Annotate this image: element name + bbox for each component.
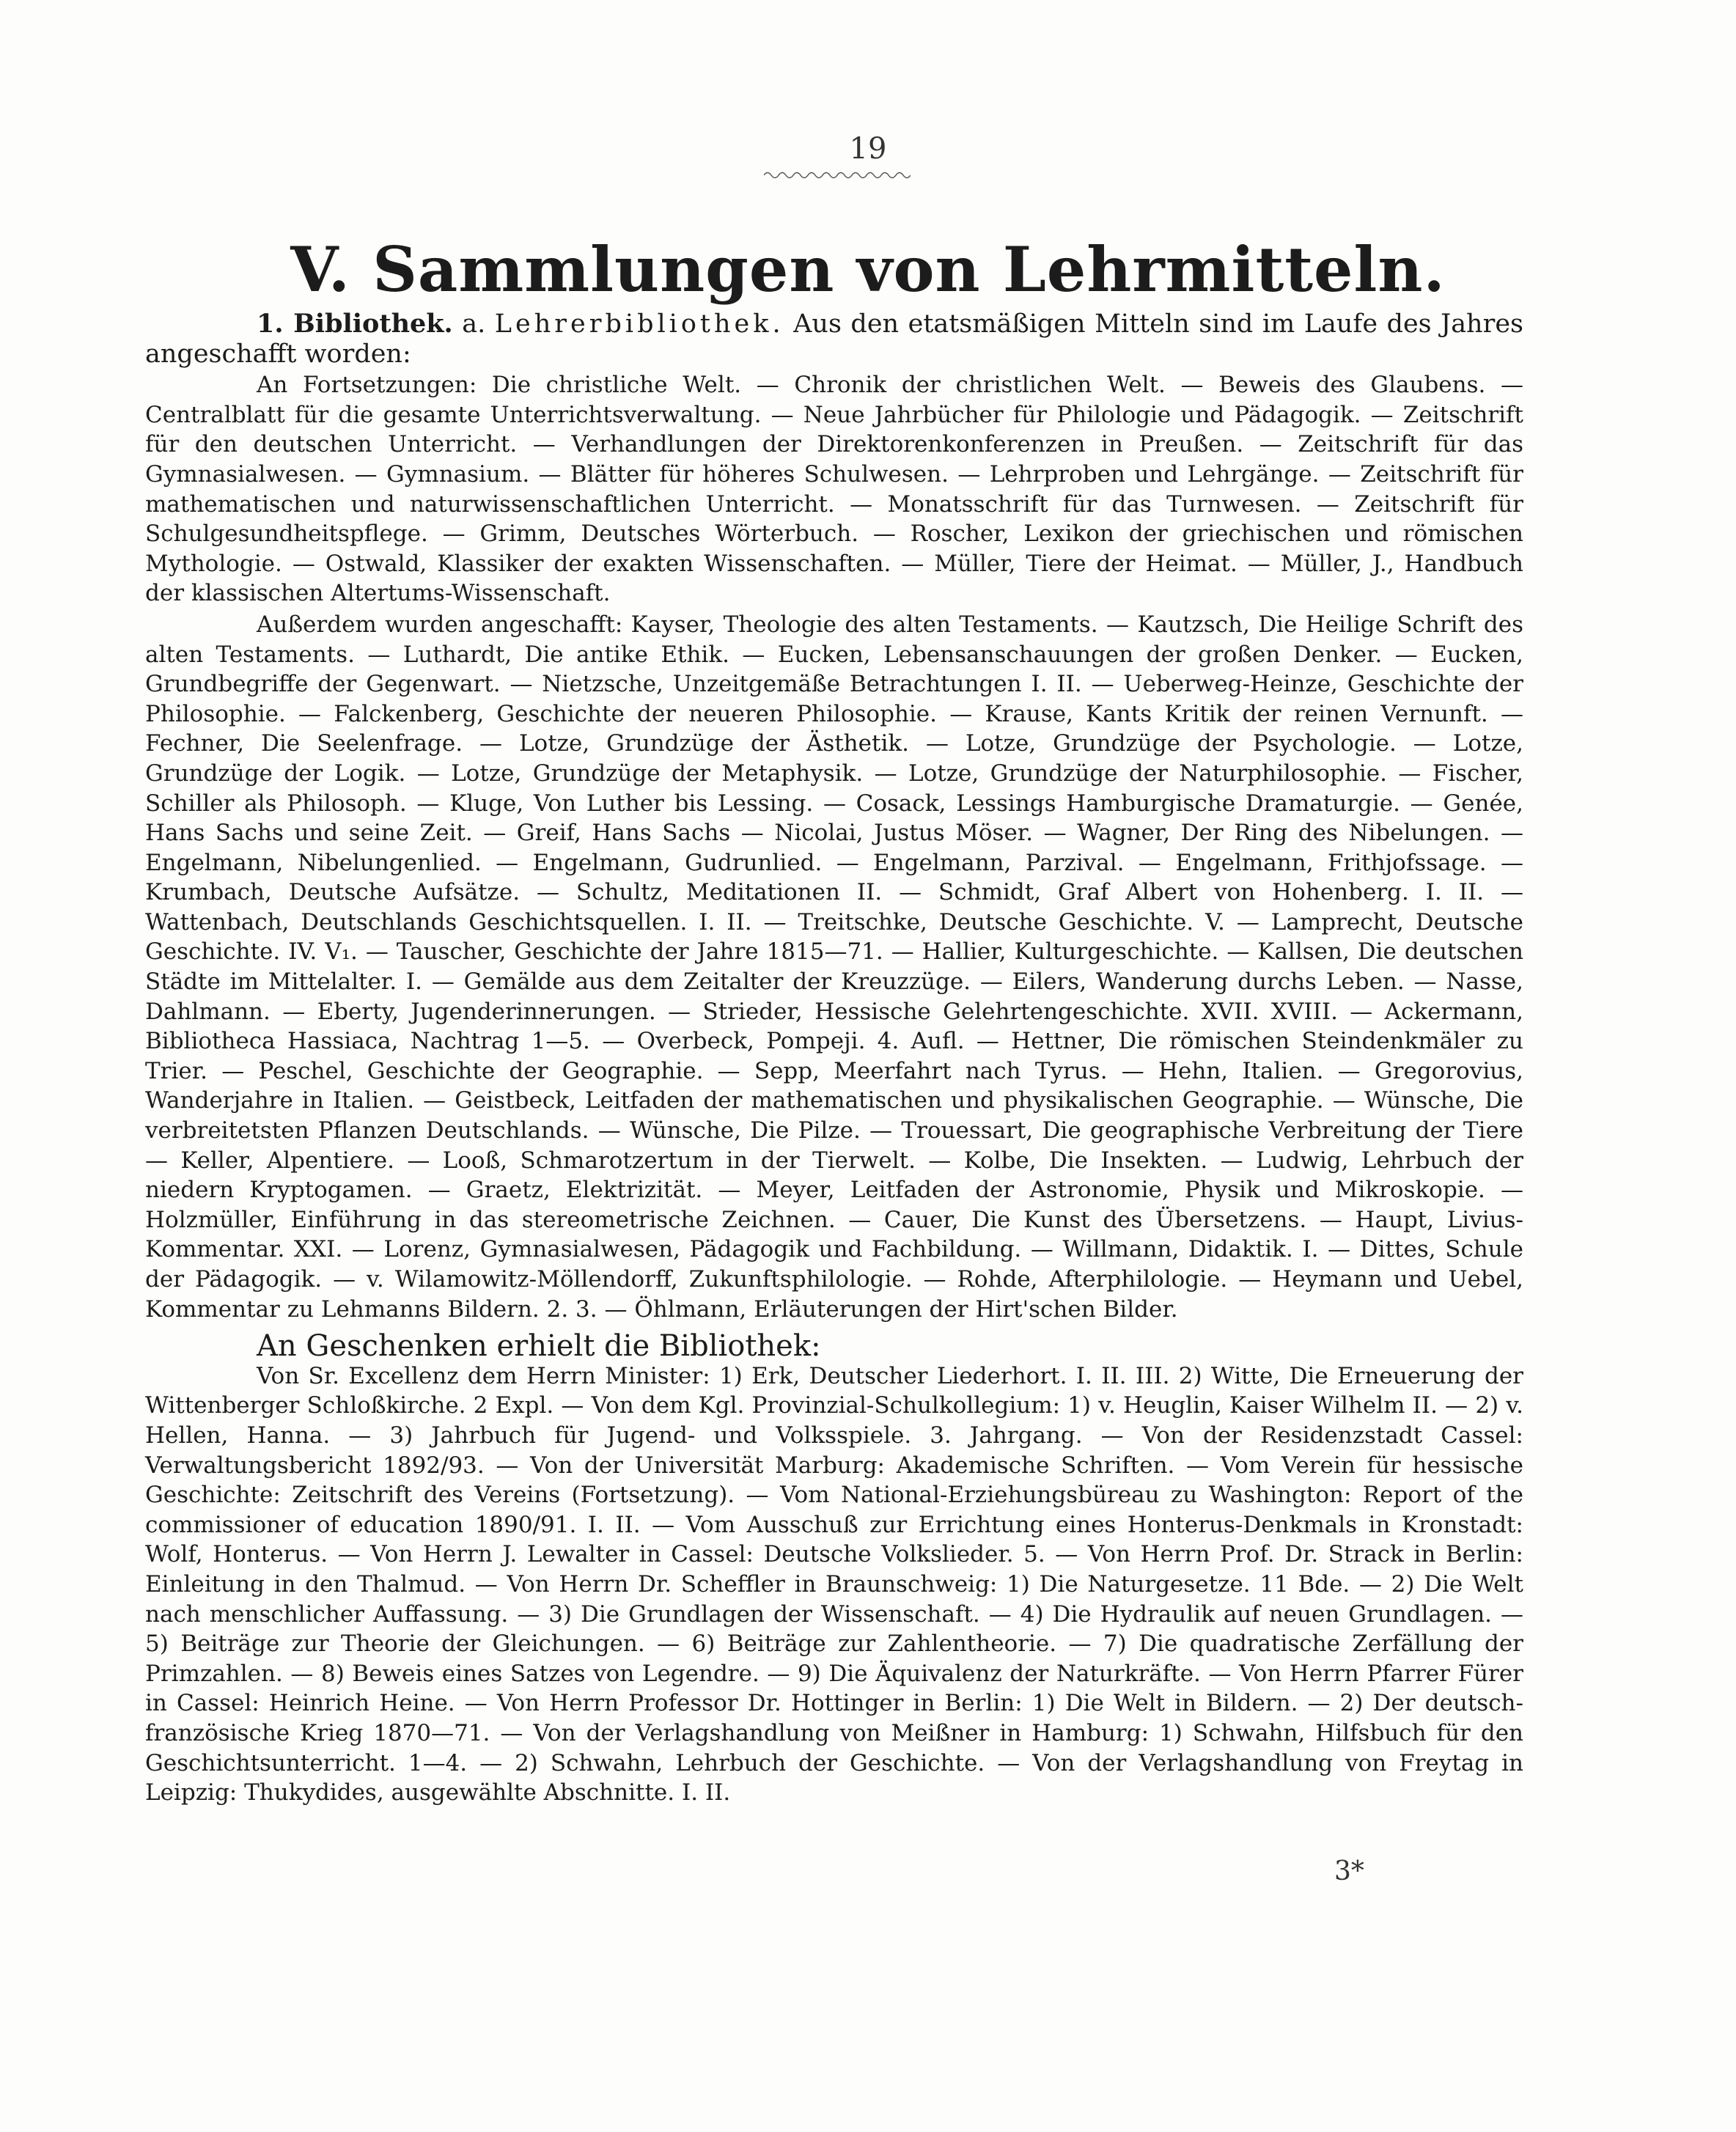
wavy-rule-ornament bbox=[764, 170, 911, 180]
subsection-title: Lehrerbibliothek. bbox=[494, 309, 784, 339]
section-heading-library bbox=[145, 309, 1523, 369]
chapter-title: V. Sammlungen von Lehrmitteln. bbox=[290, 233, 1446, 306]
paragraph-additional-acquisitions: Außerdem wurden angeschafft: Kayser, Theologie des alten Testaments. — Kautzsch, Die Heilige Schrift des alten Testaments. — Luthardt, Die antike Ethik. — Eucken, Lebensanschauungen der großen Denker. — Eucken, Grundbegriffe der Gegenwart. — Nietzsche, Unzeitgemäße Betrachtungen I. II. — Ueberweg-Heinze, Geschichte der Philosophie. — Falckenberg, Geschichte der neueren Philosophie. — Krause, Kants Kritik der reinen Vernunft. — Fechner, Die Seelenfrage. — Lotze, Grundzüge der Ästhetik. — Lotze, Grundzüge der Psychologie. — Lotze, Grundzüge der Logik. — Lotze, Grundzüge der Metaphysik. — Lotze, Grundzüge der Naturphilosophie. — Fischer, Schiller als Philosoph. — Kluge, Von Luther bis Lessing. — Cosack, Lessings Hamburgische Dramaturgie. — Genée, Hans Sachs und seine Zeit. — Greif, Hans Sachs — Nicolai, Justus Möser. — Wagner, Der Ring des Nibelungen. — Engelmann, Nibelungenlied. — Engelmann, Gudrunlied. — Engelmann, Parzival. — Engelmann, Frithjofssage. — Krumbach, Deutsche Aufsätze. — Schultz, Meditationen II. — Schmidt, Graf Albert von Hohenberg. I. II. — Wattenbach, Deutschlands Geschichtsquellen. I. II. — Treitschke, Deutsche Geschichte. V. — Lamprecht, Deutsche Geschichte. IV. V₁. — Tauscher, Geschichte der Jahre 1815—71. — Hallier, Kulturgeschichte. — Kallsen, Die deutschen Städte im Mittelalter. I. — Gemälde aus dem Zeitalter der Kreuzzüge. — Eilers, Wanderung durchs Leben. — Nasse, Dahlmann. — Eberty, Jugenderinnerungen. — Strieder, Hessische Gelehrtengeschichte. XVII. XVIII. — Ackermann, Bibliotheca Hassiaca, Nachtrag 1—5. — Overbeck, Pompeji. 4. Aufl. — Hettner, Die römischen Steindenkmäler zu Trier. — Peschel, Geschichte der Geographie. — Sepp, Meerfahrt nach Tyrus. — Hehn, Italien. — Gregorovius, Wanderjahre in Italien. — Geistbeck, Leitfaden der mathematischen und physikalischen Geographie. — Wünsche, Die verbreitetsten Pflanzen Deutschlands. — Wünsche, Die Pilze. — Trouessart, Die geographische Verbreitung der Tiere — Keller, Alpentiere. — Looß, Schmarotzertum in der Tierwelt. — Kolbe, Die Insekten. — Ludwig, Lehrbuch der niedern Kryptogamen. — Graetz, Elektrizität. — Meyer, Leitfaden der Astronomie, Physik und Mikroskopie. — Holzmüller, Einführung in das stereometrische Zeichnen. — Cauer, Die Kunst des Übersetzens. — Haupt, Livius-Kommentar. XXI. — Lorenz, Gymnasialwesen, Pädagogik und Fachbildung. — Willmann, Didaktik. I. — Dittes, Schule der Pädagogik. — v. Wilamowitz-Möllendorff, Zukunftsphilologie. — Rohde, Afterphilologie. — Heymann und Uebel, Kommentar zu Lehmanns Bildern. 2. 3. — Öhlmann, Erläuterungen der Hirt'schen Bilder. bbox=[145, 611, 1523, 1323]
section-number: 1. Bibliothek. bbox=[257, 309, 453, 339]
subsection-letter: a. bbox=[462, 309, 486, 339]
subsection-intro: Aus den etatsmäßigen Mitteln sind im Laufe des Jahres angeschafft worden: bbox=[145, 309, 1524, 369]
paragraph-gifts: Von Sr. Excellenz dem Herrn Minister: 1) Erk, Deutscher Liederhort. I. II. III. 2) Witte, Die Erneuerung der Wittenberger Schloßkirche. 2 Expl. — Von dem Kgl. Provinzial-Schulkollegium: 1) v. Heuglin, Kaiser Wilhelm II. — 2) v. Hellen, Hanna. — 3) Jahrbuch für Jugend- und Volksspiele. 3. Jahrgang. — Von der Residenzstadt Cassel: Verwaltungsbericht 1892/93. — Von der Universität Marburg: Akademische Schriften. — Vom Verein für hessische Geschichte: Zeitschrift des Vereins (Fortsetzung). — Vom National-Erziehungsbüreau zu Washington: Report of the commissioner of education 1890/91. I. II. — Vom Ausschuß zur Errichtung eines Honterus-Denkmals in Kronstadt: Wolf, Honterus. — Von Herrn J. Lewalter in Cassel: Deutsche Volkslieder. 5. — Von Herrn Prof. Dr. Strack in Berlin: Einleitung in den Thalmud. — Von Herrn Dr. Scheffler in Braunschweig: 1) Die Naturgesetze. 11 Bde. — 2) Die Welt nach menschlicher Auffassung. — 3) Die Grundlagen der Wissenschaft. — 4) Die Hydraulik auf neuen Grundlagen. — 5) Beiträge zur Theorie der Gleichungen. — 6) Beiträge zur Zahlentheorie. — 7) Die quadratische Zerfällung der Primzahlen. — 8) Beweis eines Satzes von Legendre. — 9) Die Äquivalenz der Naturkräfte. — Von Herrn Pfarrer Fürer in Cassel: Heinrich Heine. — Von Herrn Professor Dr. Hottinger in Berlin: 1) Die Welt in Bildern. — 2) Der deutsch-französische Krieg 1870—71. — Von der Verlagshandlung von Meißner in Hamburg: 1) Schwahn, Hilfsbuch für den Geschichtsunterricht. 1—4. — 2) Schwahn, Lehrbuch der Geschichte. — Von der Verlagshandlung von Freytag in Leipzig: Thukydides, ausgewählte Abschnitte. I. II. bbox=[145, 1362, 1523, 1806]
signature-mark: 3* bbox=[1334, 1856, 1364, 1886]
body-text bbox=[145, 309, 1523, 1808]
gifts-heading: An Geschenken erhielt die Bibliothek: bbox=[257, 1329, 821, 1364]
page-number: 19 bbox=[849, 132, 887, 166]
paragraph-continuations: An Fortsetzungen: Die christliche Welt. — Chronik der christlichen Welt. — Beweis des Glaubens. — Centralblatt für die gesamte Unterrichtsverwaltung. — Neue Jahrbücher für Philologie und Pädagogik. — Zeitschrift für den deutschen Unterricht. — Verhandlungen der Direktorenkonferenzen in Preußen. — Zeitschrift für das Gymnasialwesen. — Gymnasium. — Blätter für höheres Schulwesen. — Lehrproben und Lehrgänge. — Zeitschrift für mathematischen und naturwissenschaftlichen Unterricht. — Monatsschrift für das Turnwesen. — Zeitschrift für Schulgesundheitspflege. — Grimm, Deutsches Wörterbuch. — Roscher, Lexikon der griechischen und römischen Mythologie. — Ostwald, Klassiker der exakten Wissenschaften. — Müller, Tiere der Heimat. — Müller, J., Handbuch der klassischen Altertums-Wissenschaft. bbox=[145, 372, 1523, 607]
